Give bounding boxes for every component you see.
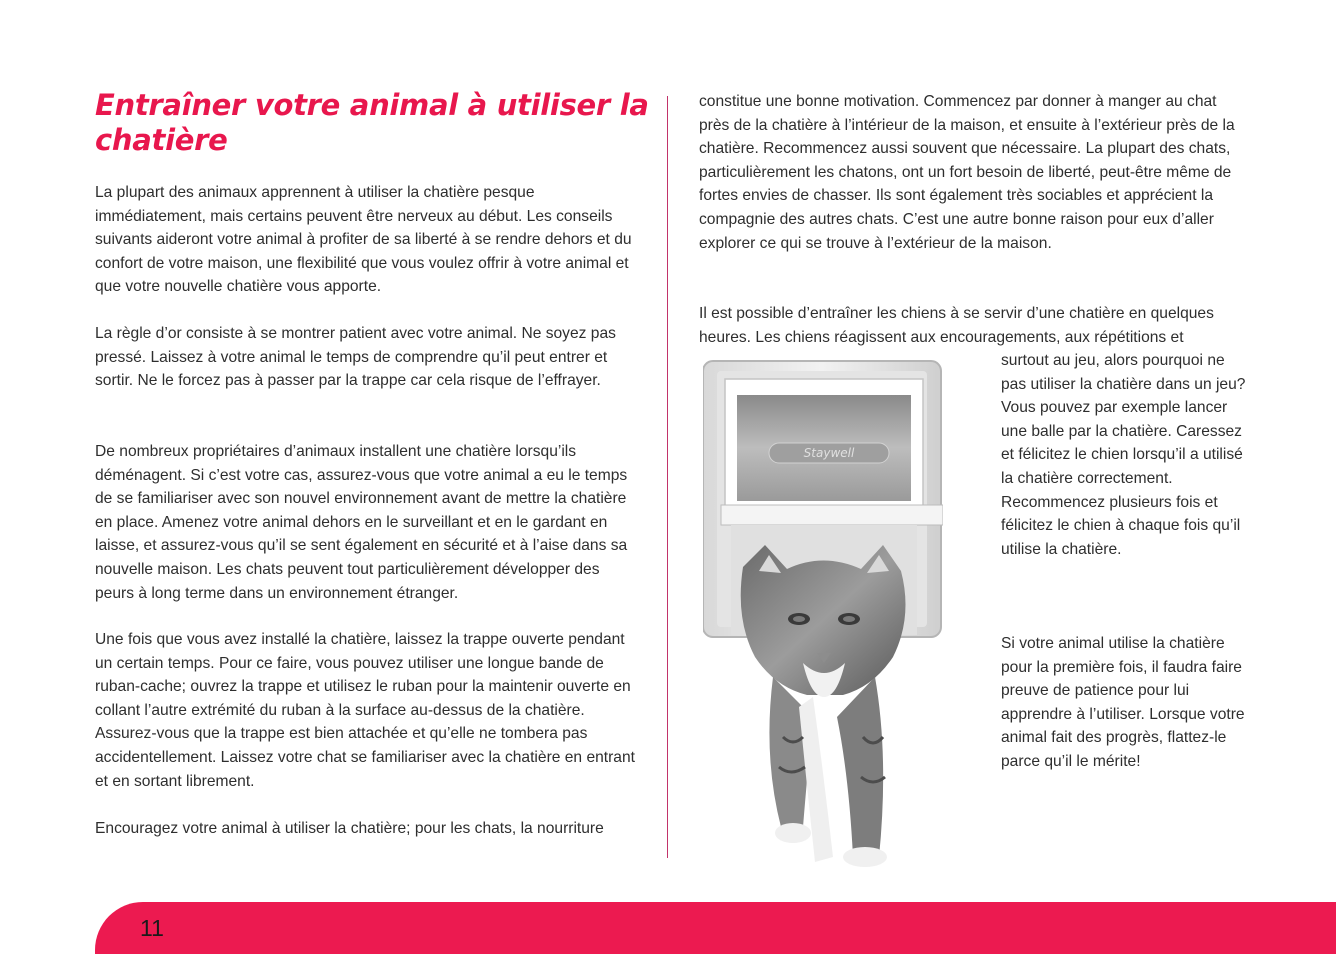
paragraph-patience: Si votre animal utilise la chatière pour la première fois, il faudra faire preuve de patience pour lui apprendre à l’utiliser. Lorsque votre animal fait des progrès, flattez-le parce qu’il le mérite! (1001, 635, 1245, 770)
paragraph-open-flap: Une fois que vous avez installé la chatière, laissez la trappe ouverte pendant un certain temps. Pour ce faire, vous pouvez utiliser une longue bande de ruban-cache; ouvrez la trappe et utilisez le ruban pour la maintenir ouverte en collant l’autre extrémité du ruban à la surface au-dessus de la chatière. Assurez-vous que la trappe est bien attachée et qu’elle ne tombera pas accidentellement. Laissez votre chat se familiariser avec la chatière en entrant et en sortant librement. (95, 631, 635, 790)
paragraph-intro: La plupart des animaux apprennent à utiliser la chatière pesque immédiatement, mais certains peuvent être nerveux au début. Les conseils suivants aideront votre animal à profiter de sa liberté à se rendre dehors et du confort de votre maison, une flexibilité que vous voulez offrir à votre animal et que votre nouvelle chatière vous apporte. (95, 184, 632, 296)
paragraph-golden-rule: La règle d’or consiste à se montrer patient avec votre animal. Ne soyez pas pressé. Laissez à votre animal le temps de comprendre qu’il peut entrer et sortir. Ne le forcez pas à passer par la trappe car cela risque de l’effrayer. (95, 325, 616, 390)
flap-brand-logo: Staywell (803, 446, 855, 460)
paragraph-encourage: Encouragez votre animal à utiliser la chatière; pour les chats, la nourriture (95, 820, 604, 837)
column-divider (667, 96, 668, 858)
page-number: 11 (140, 915, 164, 941)
paragraph-dogs: Il est possible d’entraîner les chiens à se servir d’une chatière en quelques heures. Les chiens réagissent aux encouragements, aux répétitions et (699, 305, 1214, 346)
page-title: Entraîner votre animal à utiliser la chatière (95, 88, 649, 157)
footer-bar (95, 902, 1336, 954)
paragraph-moving-house: De nombreux propriétaires d’animaux installent une chatière lorsqu’ils déménagent. Si c’est votre cas, assurez-vous que votre animal a eu le temps de se familiariser avec son nouvel environnement avant de mettre la chatière en place. Amenez votre animal dehors en le surveillant et en le gardant en laisse, et assurez-vous qu’il se sent également en sécurité et à l’aise dans sa nouvelle maison. Les chats peuvent tout particulièrement développer des peurs à long terme dans un environnement étranger. (95, 443, 628, 602)
paragraph-dogs-play: surtout au jeu, alors pourquoi ne pas utiliser la chatière dans un jeu? Vous pouvez par exemple lancer une balle par la chatière. Caressez et félicitez le chien lorsqu’il a utilisé la chatière correctement. Recommencez plusieurs fois et félicitez le chien à chaque fois qu’il utilise la chatière. (1001, 352, 1246, 558)
paragraph-motivation: constitue une bonne motivation. Commencez par donner à manger au chat près de la chatière à l’intérieur de la maison, et ensuite à l’extérieur près de la chatière. Recommencez aussi souvent que nécessaire. La plupart des chats, particulièrement les chatons, ont un fort besoin de liberté, peut-être même de fortes envies de chasser. Ils sont également très sociables et apprécient la compagnie des autres chats. C’est une autre bonne raison pour eux d’aller explorer ce qui se trouve à l’extérieur de la maison. (699, 93, 1235, 252)
cat-flap-photo (703, 357, 943, 869)
